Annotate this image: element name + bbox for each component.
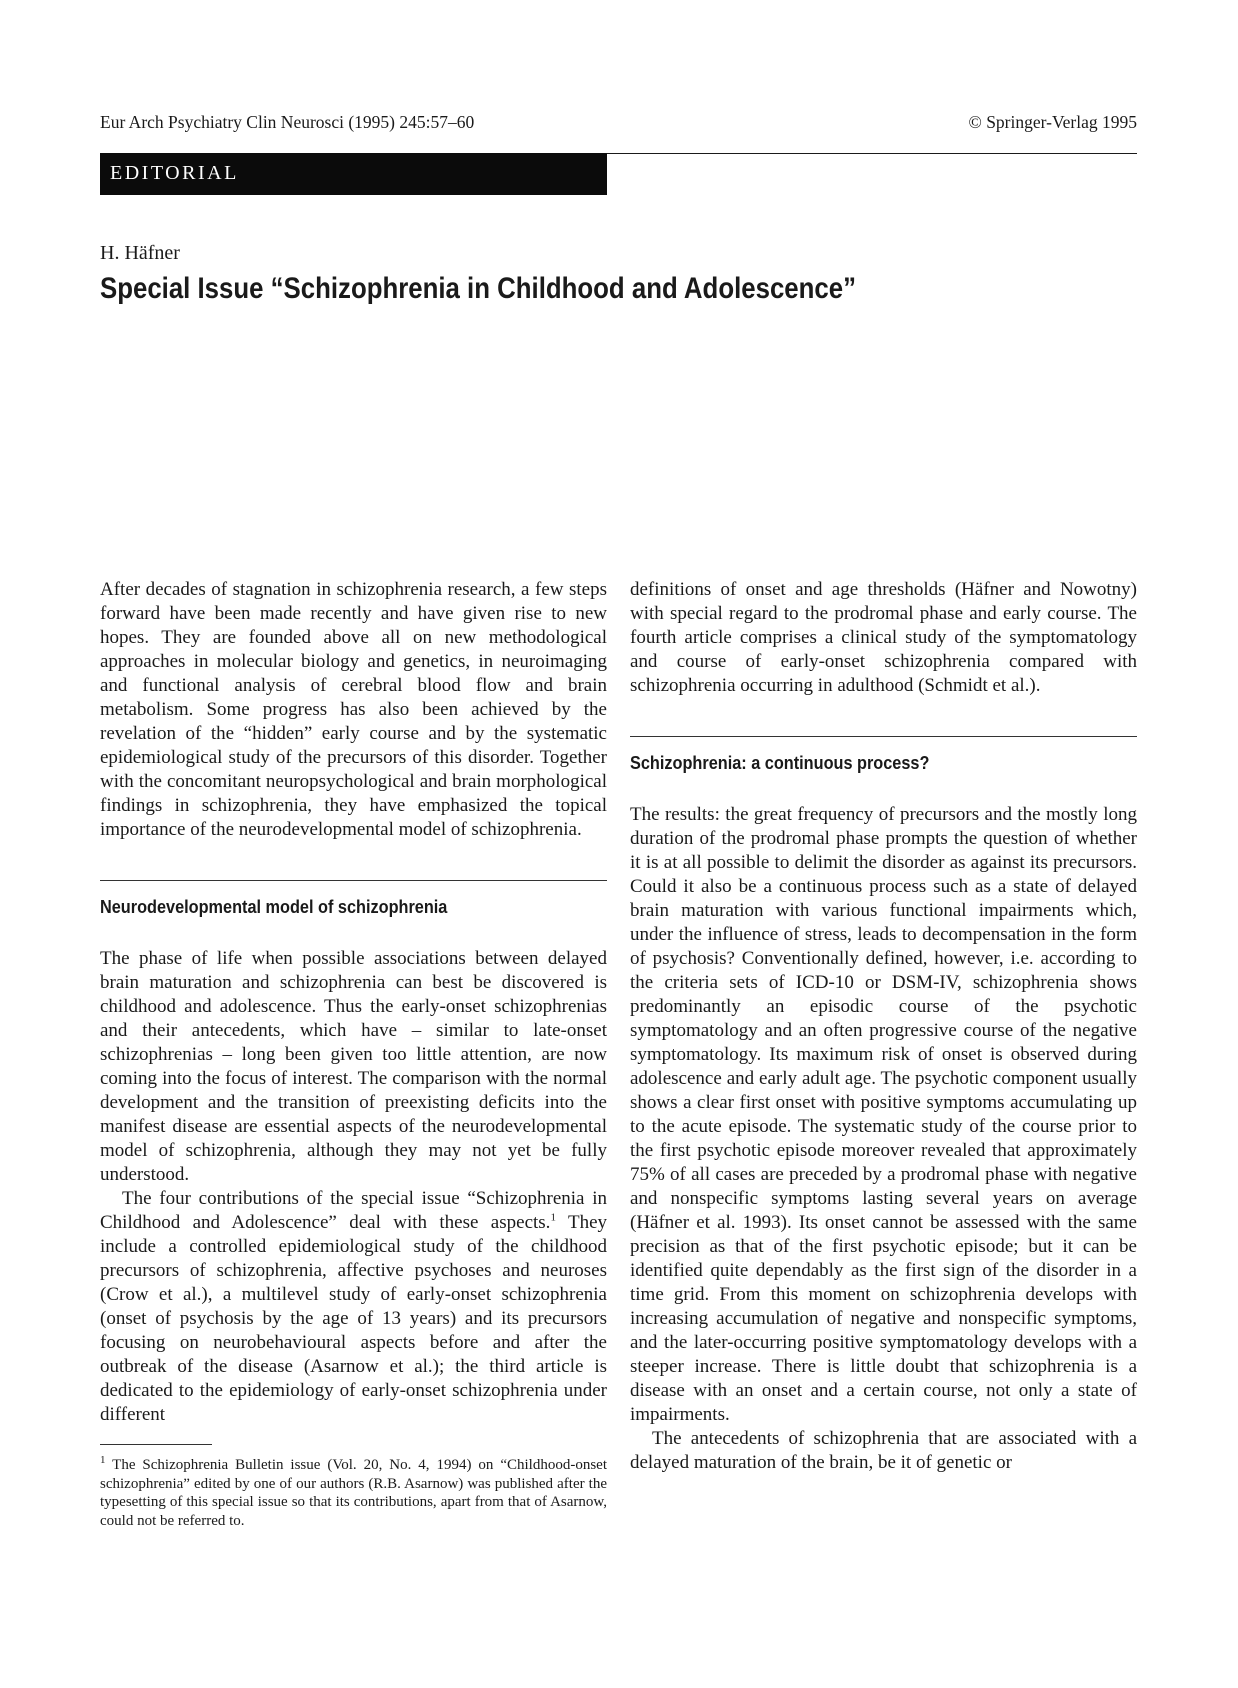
copyright-notice: © Springer-Verlag 1995 — [968, 112, 1137, 132]
footnote-text: The Schizophrenia Bulletin issue (Vol. 20, No. 4, 1994) on “Childhood-onset schizophrenia” edited by one of our authors (R.B. Asarnow) was published after the typesetting of this special issue so that its contributions, apart from that of Asarnow, could not be referred to. — [100, 1457, 607, 1529]
author-name: H. Häfner — [100, 242, 180, 264]
left-column — [100, 578, 607, 1427]
section-label-bar — [100, 153, 607, 195]
footnote — [100, 1456, 607, 1530]
intro-paragraph: After decades of stagnation in schizophrenia research, a few steps forward have been made recently and have given rise to new hopes. They are founded above all on new methodological approaches in molecular biology and genetics, in neuroimaging and functional analysis of cerebral blood flow and brain metabolism. Some progress has also been achieved by the revelation of the “hidden” early course and by the systematic epidemiological study of the precursors of this disorder. Together with the concomitant neuropsychological and brain morphological findings in schizophrenia, they have emphasized the topical importance of the neurodevelopmental model of schizophrenia. — [100, 579, 607, 840]
body-paragraph: The antecedents of schizophrenia that are associated with a delayed maturation of the brain, be it of genetic or — [630, 1428, 1137, 1473]
footnote-marker: 1 — [550, 1211, 556, 1224]
journal-citation: Eur Arch Psychiatry Clin Neurosci (1995) 245:57–60 — [100, 112, 475, 132]
body-paragraph: The results: the great frequency of precursors and the mostly long duration of the prodromal phase prompts the question of whether it is at all possible to delimit the disorder as against its precursors. Could it also be a continuous process such as a state of delayed brain maturation with various functional impairments which, under the influence of stress, leads to decompensation in the form of psychosis? Conventionally defined, however, i.e. according to the criteria sets of ICD-10 or DSM-IV, schizophrenia shows predominantly an episodic course of the psychotic symptomatology and an often progressive course of the negative symptomatology. Its maximum risk of onset is observed during adolescence and early adult age. The psychotic component usually shows a clear first onset with positive symptoms accumulating up to the acute episode. The systematic study of the course prior to the first psychotic episode moreover revealed that approximately 75% of all cases are preceded by a prodromal phase with negative and nonspecific symptoms lasting several years on average (Häfner et al. 1993). Its onset cannot be assessed with the same precision as that of the first psychotic episode; but it can be identified quite dependably as the first sign of the disorder in a time grid. From this moment on schizophrenia develops with increasing accumulation of negative and nonspecific symptoms, and the later-occurring positive symptomatology develops with a steeper increase. There is little doubt that schizophrenia is a disease with an onset and a certain course, not only a state of impairments. — [630, 804, 1137, 1425]
footnote-marker: 1 — [100, 1454, 106, 1466]
paragraph-text: The four contributions of the special issue “Schizophrenia in Childhood and Adolescence” deal with these aspects. — [100, 1188, 607, 1233]
paragraph-text: They include a controlled epidemiological study of the childhood precursors of schizophrenia, affective psychoses and neuroses (Crow et al.), a multilevel study of early-onset schizophrenia (onset of psychosis by the age of 13 years) and its precursors focusing on neurobehavioural aspects before and after the outbreak of the disease (Asarnow et al.); the third article is dedicated to the epidemiology of early-onset schizophrenia under different — [100, 1212, 608, 1425]
section-label: EDITORIAL — [110, 162, 239, 184]
footnote-rule — [100, 1444, 212, 1445]
body-paragraph: The phase of life when possible associations between delayed brain maturation and schizophrenia can best be discovered is childhood and adolescence. Thus the early-onset schizophrenias and their antecedents, which have – similar to late-onset schizophrenias – long been given too little attention, are now coming into the focus of interest. The comparison with the normal development and the transition of preexisting deficits into the manifest disease are essential aspects of the neurodevelopmental model of schizophrenia, although they may not yet be fully understood. — [100, 948, 607, 1185]
section-heading-neurodevelopmental: Neurodevelopmental model of schizophrenia — [100, 896, 448, 917]
right-column — [630, 578, 1137, 1475]
running-head — [100, 112, 1137, 138]
article-title: Special Issue “Schizophrenia in Childhood and Adolescence” — [100, 272, 857, 305]
body-paragraph — [100, 1187, 607, 1427]
continued-paragraph: definitions of onset and age thresholds (Häfner and Nowotny) with special regard to the prodromal phase and early course. The fourth article comprises a clinical study of the symptomatology and course of early-onset schizophrenia compared with schizophrenia occurring in adulthood (Schmidt et al.). — [630, 579, 1137, 696]
section-heading-continuous-process: Schizophrenia: a continuous process? — [630, 752, 930, 773]
